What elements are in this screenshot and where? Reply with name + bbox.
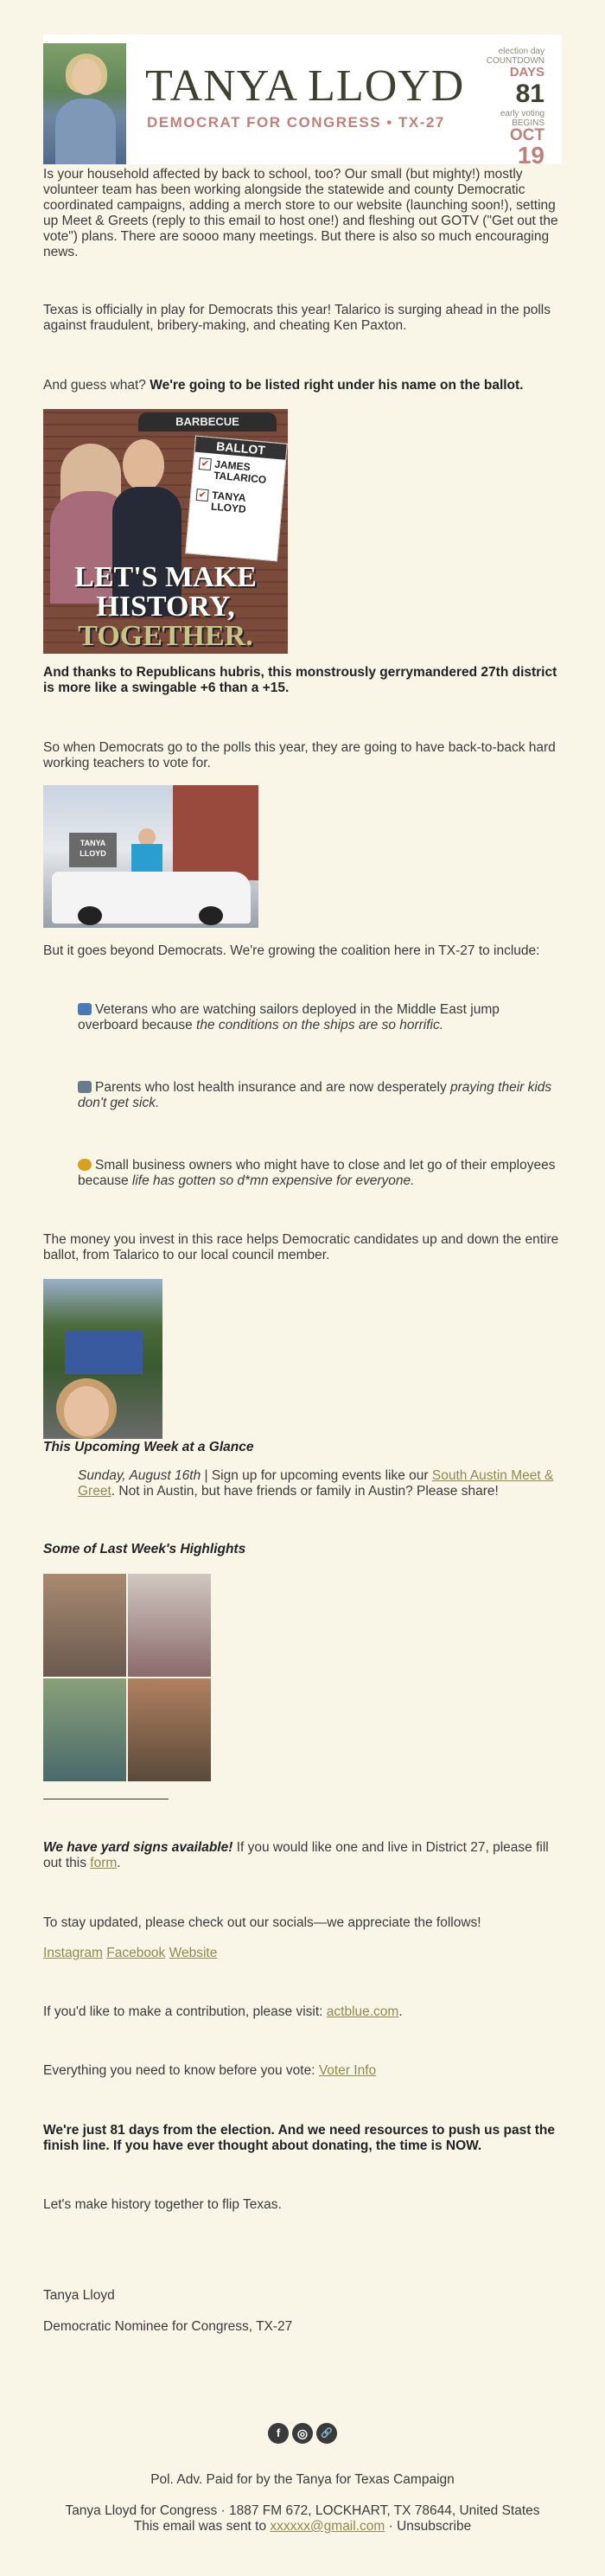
closing-line: Let's make history together to flip Texas. xyxy=(43,2197,282,2212)
slogan-line1: LET'S MAKE xyxy=(74,561,257,593)
yard-sign-form-link[interactable]: form xyxy=(90,1856,118,1870)
parade-truck-photo xyxy=(43,785,258,928)
week-event-date: Sunday, August 16th xyxy=(78,1468,201,1483)
ballot-box-icon xyxy=(78,1003,92,1015)
money-bag-icon xyxy=(78,1159,92,1171)
instagram-link[interactable]: Instagram xyxy=(43,1946,103,1960)
parade-selfie-photo xyxy=(43,1279,162,1439)
link-icon[interactable]: 🔗 xyxy=(316,2423,337,2444)
week-event-item: Sunday, August 16th | Sign up for upcoming events like our South Austin Meet & Greet. Not in Austin, but have friends or family in Austin? Please share! xyxy=(78,1468,554,1499)
highlight-photo xyxy=(43,1678,126,1781)
highlights-heading: Some of Last Week's Highlights xyxy=(43,1542,246,1556)
ballot-title: BALLOT xyxy=(195,437,287,460)
unsubscribe-link[interactable]: Unsubscribe xyxy=(397,2519,472,2534)
highlight-photo xyxy=(43,1574,126,1677)
teachers-paragraph: So when Democrats go to the polls this year, they are going to have back-to-back hard working teachers to vote for. xyxy=(43,740,556,770)
sent-to-line: This email was sent to xxxxxx@gmail.com · Unsubscribe xyxy=(133,2519,472,2534)
south-austin-meet-greet-link[interactable]: South Austin Meet & Greet xyxy=(78,1468,554,1499)
voter-info-paragraph: Everything you need to know before you vote: Voter Info xyxy=(43,2063,377,2078)
social-links xyxy=(43,1946,562,1961)
ballot-card xyxy=(185,436,288,562)
barbecue-banner: BARBECUE xyxy=(138,412,277,431)
intro-paragraph: Is your household affected by back to school, too? Our small (but mighty!) mostly volunteer team has been working alongside the statewide and county Democratic coordinated campaigns, adding a merch store to our website (launching soon!), setting up Meet & Greets (reply to this email to host one!) and fleshing out GOTV ("Get out the vote") plans. There are soooo many meetings. But there is also so much encouraging news. xyxy=(43,167,558,259)
facebook-link[interactable]: Facebook xyxy=(106,1946,166,1960)
instagram-icon[interactable]: ◎ xyxy=(292,2423,313,2444)
candidate-name: TANYA LLOYD xyxy=(145,61,465,111)
ballot-line3: TANYA xyxy=(211,489,247,504)
facebook-icon[interactable]: f xyxy=(268,2423,289,2444)
voter-info-link[interactable]: Voter Info xyxy=(318,2063,377,2078)
yard-signs-paragraph: We have yard signs available! If you would like one and live in District 27, please fill out this form. xyxy=(43,1840,549,1870)
early-voting-month: OCT xyxy=(509,126,544,144)
coalition-item-parents: Parents who lost health insurance and are now desperately praying their kids don't get sick. xyxy=(78,1080,552,1110)
investment-paragraph: The money you invest in this race helps Democratic candidates up and down the entire ballot, from Talarico to our local council member. xyxy=(43,1232,559,1262)
candidate-photo xyxy=(43,43,126,164)
mailing-address: Tanya Lloyd for Congress · 1887 FM 672, LOCKHART, TX 78644, United States xyxy=(65,2503,540,2518)
checkbox-icon: ✔ xyxy=(199,457,212,470)
checkbox-icon: ✔ xyxy=(196,489,209,502)
gerrymander-paragraph: And thanks to Republicans hubris, this monstrously gerrymandered 27th district is more like a swingable +6 than a +15. xyxy=(43,665,557,695)
recipient-email-link[interactable]: xxxxxx@gmail.com xyxy=(270,2519,385,2534)
candidate-subtitle: DEMOCRAT FOR CONGRESS • TX-27 xyxy=(147,114,445,131)
ballot-paragraph: And guess what? We're going to be listed right under his name on the ballot. xyxy=(43,378,524,393)
slogan-line2: HISTORY, xyxy=(96,591,235,623)
email-header-banner xyxy=(43,35,562,169)
ballot-line2: TALARICO xyxy=(213,469,267,486)
donate-urgency-paragraph: We're just 81 days from the election. And we need resources to push us past the finish line. If you have ever thought about donating, the time is NOW. xyxy=(43,2123,555,2153)
ballot-line1: JAMES xyxy=(213,457,252,474)
signature-name: Tanya Lloyd xyxy=(43,2288,115,2303)
early-voting-line2: BEGINS xyxy=(512,118,544,128)
election-countdown xyxy=(482,47,544,168)
days-label: DAYS xyxy=(509,65,544,80)
website-link[interactable]: Website xyxy=(169,1946,218,1960)
countdown-top: election day xyxy=(498,47,544,56)
contribution-paragraph: If you'd like to make a contribution, please visit: actblue.com. xyxy=(43,2004,403,2019)
ballot-graphic xyxy=(43,409,288,654)
countdown-label: COUNTDOWN xyxy=(486,56,544,66)
signature-title: Democratic Nominee for Congress, TX-27 xyxy=(43,2319,293,2334)
socials-paragraph: To stay updated, please check out our socials—we appreciate the follows! xyxy=(43,1915,481,1930)
highlights-photo-grid xyxy=(43,1574,211,1781)
early-voting-day: 19 xyxy=(517,142,544,169)
coalition-item-small-business: Small business owners who might have to close and let go of their employees because life has gotten so d*mn expensive for everyone. xyxy=(78,1158,556,1188)
early-voting-line1: early voting xyxy=(500,109,544,118)
ballot-line4: LLOYD xyxy=(210,500,247,515)
footer-social-icons xyxy=(268,2423,339,2445)
week-heading: This Upcoming Week at a Glance xyxy=(43,1440,254,1454)
paid-for-disclaimer: Pol. Adv. Paid for by the Tanya for Texas Campaign xyxy=(150,2472,455,2487)
slogan-line3: TOGETHER. xyxy=(78,620,253,652)
family-icon xyxy=(78,1081,92,1093)
coalition-item-veterans: Veterans who are watching sailors deployed in the Middle East jump overboard because the conditions on the ships are so horrific. xyxy=(78,1002,500,1032)
truck-sign: TANYA LLOYD xyxy=(69,833,117,867)
highlight-photo xyxy=(128,1574,211,1677)
highlight-photo xyxy=(128,1678,211,1781)
days-value: 81 xyxy=(515,80,544,108)
actblue-link[interactable]: actblue.com xyxy=(326,2004,399,2019)
coalition-paragraph: But it goes beyond Democrats. We're growing the coalition here in TX-27 to include: xyxy=(43,943,540,958)
texas-in-play-paragraph: Texas is officially in play for Democrats this year! Talarico is surging ahead in the polls against fraudulent, bribery-making, and cheating Ken Paxton. xyxy=(43,303,551,333)
